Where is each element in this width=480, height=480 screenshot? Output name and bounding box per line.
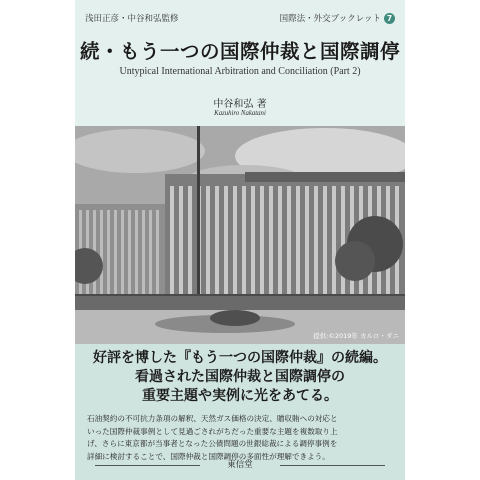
catchcopy-line: 重要主題や実例に光をあてる。 <box>142 388 338 404</box>
book-cover <box>75 0 405 480</box>
publisher-row <box>75 458 405 472</box>
series-label <box>280 12 395 24</box>
catchcopy-line: 好評を博した『もう一つの国際仲裁』の続編。 <box>93 350 387 366</box>
blurb-section <box>75 349 405 463</box>
editors-credit: 浅田正彦・中谷和弘監修 <box>85 14 179 24</box>
author-name-en: Kazuhiro Nakatani <box>214 110 266 117</box>
building-photo-illustration <box>75 126 405 344</box>
book-title: 続・もう一つの国際仲裁と国際調停 <box>79 40 400 63</box>
cover-header <box>75 0 405 126</box>
description-line: いった国際仲裁事例として見過ごされがちだった重要な主題を複数取り上 <box>87 426 338 436</box>
photo-credit: 提供:©2019年 カルロ・ダニ <box>313 332 399 340</box>
catchcopy-line: 看過された国際仲裁と国際調停の <box>135 369 345 385</box>
description-line: 石油契約の不可抗力条項の解釈、天然ガス価格の決定、贈収賄への対応と <box>87 414 338 423</box>
description <box>87 413 393 463</box>
author-name: 中谷和弘 著 <box>213 99 267 110</box>
catchcopy <box>75 349 405 406</box>
cover-photo <box>75 126 405 344</box>
publisher-name: 東信堂 <box>227 460 253 470</box>
book-subtitle-en: Untypical International Arbitration and Conciliation (Part 2) <box>119 66 361 77</box>
divider <box>280 465 385 466</box>
description-line: げ、さらに東京都が当事者となった公債問題の世銀総裁による調停事例を <box>87 439 338 448</box>
description-line: 詳細に検討することで、国際仲裁と国際調停の多面性が理解できよう。 <box>87 451 330 461</box>
series-name: 国際法・外交ブックレット <box>279 14 381 24</box>
series-number-badge: 7 <box>384 13 395 24</box>
